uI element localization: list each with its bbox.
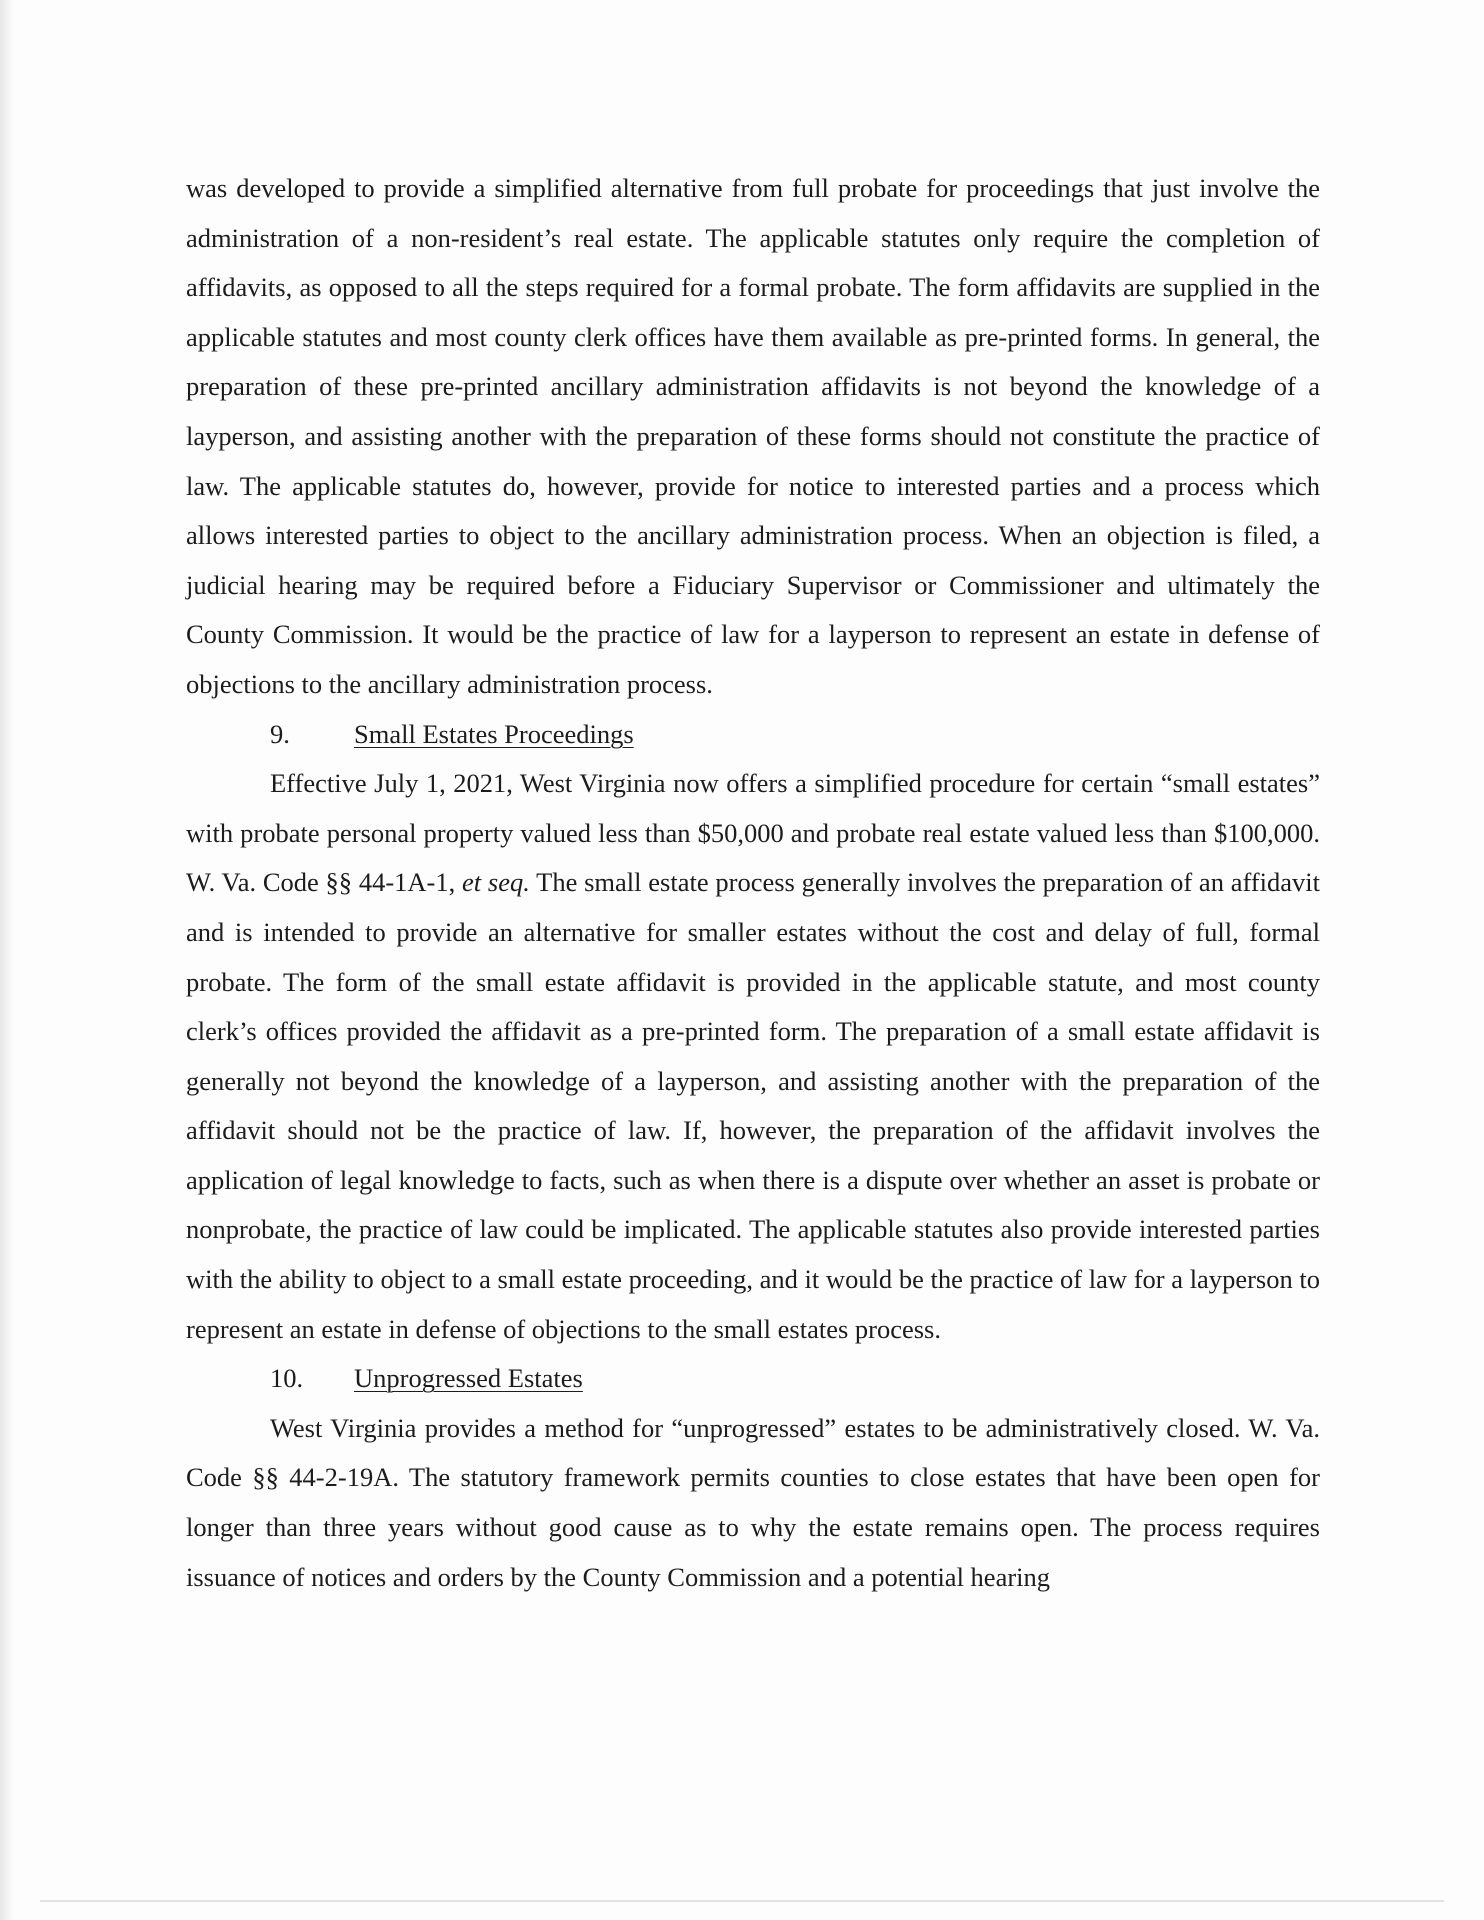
- citation-italic: et seq.: [462, 867, 530, 898]
- body-text: [186, 164, 1320, 1602]
- paragraph-ancillary-administration: was developed to provide a simplified alternative from full probate for proceedings that just involve the administration of a non-resident’s real estate. The applicable statutes only require the completion of affidavits, as opposed to all the steps required for a formal probate. The form affidavits are supplied in the applicable statutes and most county clerk offices have them available as pre-printed forms. In general, the preparation of these pre-printed ancillary administration affidavits is not beyond the knowledge of a layperson, and assisting another with the preparation of these forms should not constitute the practice of law. The applicable statutes do, however, provide for notice to interested parties and a process which allows interested parties to object to the ancillary administration process. When an objection is filed, a judicial hearing may be required before a Fiduciary Supervisor or Commissioner and ultimately the County Commission. It would be the practice of law for a layperson to represent an estate in defense of objections to the ancillary administration process.: [186, 173, 1320, 699]
- section-heading-10: [186, 1354, 1320, 1404]
- section-title: Small Estates Proceedings: [354, 718, 634, 749]
- section-number: 10.: [270, 1363, 304, 1394]
- paragraph-text: Effective July 1, 2021, West Virginia now offers a simplified procedure for certain “small estates” with probate personal property valued less than $50,000 and probate real estate valued less than $100,000. W. Va. Code §§ 44-1A-1,: [186, 768, 1320, 898]
- section-number: 9.: [270, 718, 290, 749]
- paragraph-small-estates: [186, 759, 1320, 1354]
- paragraph-text: The small estate process generally involves the preparation of an affidavit and is intended to provide an alternative for smaller estates without the cost and delay of full, formal probate. The form of the small estate affidavit is provided in the applicable statute, and most county clerk’s offices provided the affidavit as a pre-printed form. The preparation of a small estate affidavit is generally not beyond the knowledge of a layperson, and assisting another with the preparation of the affidavit should not be the practice of law. If, however, the preparation of the affidavit involves the application of legal knowledge to facts, such as when there is a dispute over whether an asset is probate or nonprobate, the practice of law could be implicated. The applicable statutes also provide interested parties with the ability to object to a small estate proceeding, and it would be the practice of law for a layperson to represent an estate in defense of objections to the small estates process.: [186, 867, 1320, 1344]
- paragraph-unprogressed-estates: West Virginia provides a method for “unprogressed” estates to be administratively closed. W. Va. Code §§ 44-2-19A. The statutory framework permits counties to close estates that have been open for longer than three years without good cause as to why the estate remains open. The process requires issuance of notices and orders by the County Commission and a potential hearing: [186, 1412, 1320, 1592]
- section-heading-9: [186, 710, 1320, 760]
- page-edge-shadow: [0, 0, 14, 1920]
- scan-edge-line: [40, 1900, 1444, 1902]
- section-title: Unprogressed Estates: [354, 1363, 583, 1394]
